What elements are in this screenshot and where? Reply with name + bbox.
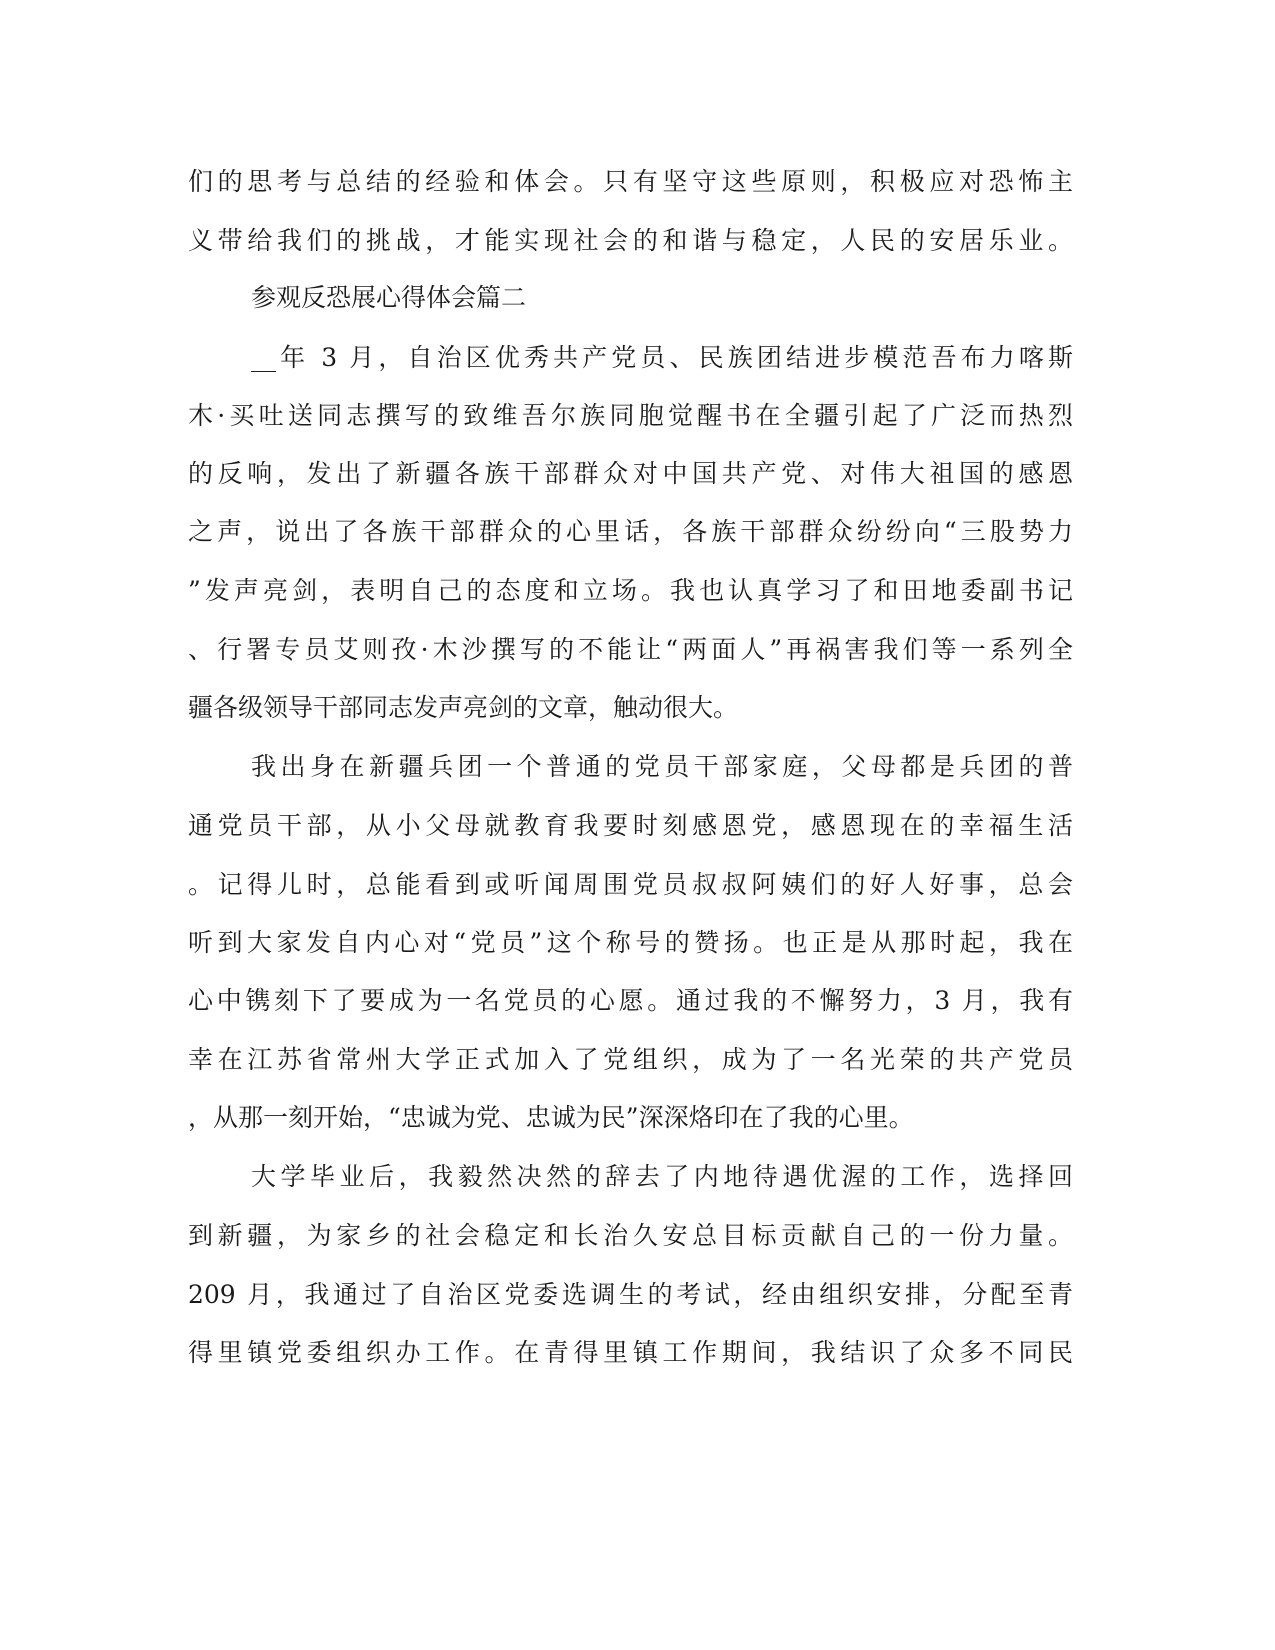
text-line: 的反响，发出了新疆各族干部群众对中国共产党、对伟大祖国的感恩	[188, 459, 1073, 488]
text-line: 幸在江苏省常州大学正式加入了党组织，成为了一名光荣的共产党员	[188, 1045, 1073, 1074]
text-line: 209 月，我通过了自治区党委选调生的考试，经由组织安排，分配至青	[188, 1280, 1073, 1309]
text-line: ，从那一刻开始，“忠诚为党、忠诚为民”深深烙印在了我的心里。	[188, 1103, 914, 1132]
text-line: 心中镌刻下了要成为一名党员的心愿。通过我的不懈努力，3 月，我有	[188, 986, 1073, 1015]
text-line: ”发声亮剑，表明自己的态度和立场。我也认真学习了和田地委副书记	[188, 576, 1073, 605]
text-line: 我出身在新疆兵团一个普通的党员干部家庭，父母都是兵团的普	[251, 752, 1073, 781]
text-line: 木·买吐送同志撰写的致维吾尔族同胞觉醒书在全疆引起了广泛而热烈	[188, 401, 1073, 430]
text-line: 得里镇党委组织办工作。在青得里镇工作期间，我结识了众多不同民	[188, 1338, 1073, 1367]
text-line: 到新疆，为家乡的社会稳定和长治久安总目标贡献自己的一份力量。	[188, 1221, 1073, 1250]
text-line: 义带给我们的挑战，才能实现社会的和谐与稳定，人民的安居乐业。	[188, 226, 1073, 255]
text-line: 、行署专员艾则孜·木沙撰写的不能让“两面人”再祸害我们等一系列全	[188, 635, 1073, 664]
text-line: 通党员干部，从小父母就教育我要时刻感恩党，感恩现在的幸福生活	[188, 811, 1073, 840]
text-line: 之声，说出了各族干部群众的心里话，各族干部群众纷纷向“三股势力	[188, 517, 1073, 546]
text-line: 疆各级领导干部同志发声亮剑的文章，触动很大。	[188, 693, 739, 722]
text-line: 们的思考与总结的经验和体会。只有坚守这些原则，积极应对恐怖主	[188, 167, 1073, 196]
text-line: 听到大家发自内心对“党员”这个称号的赞扬。也正是从那时起，我在	[188, 928, 1073, 957]
text-line: 。记得儿时，总能看到或听闻周围党员叔叔阿姨们的好人好事，总会	[188, 870, 1073, 899]
section-heading: 参观反恐展心得体会篇二	[251, 283, 527, 312]
text-line: 大学毕业后，我毅然决然的辞去了内地待遇优渥的工作，选择回	[251, 1162, 1073, 1191]
text-line: __年 3 月，自治区优秀共产党员、民族团结进步模范吾布力喀斯	[251, 343, 1073, 372]
